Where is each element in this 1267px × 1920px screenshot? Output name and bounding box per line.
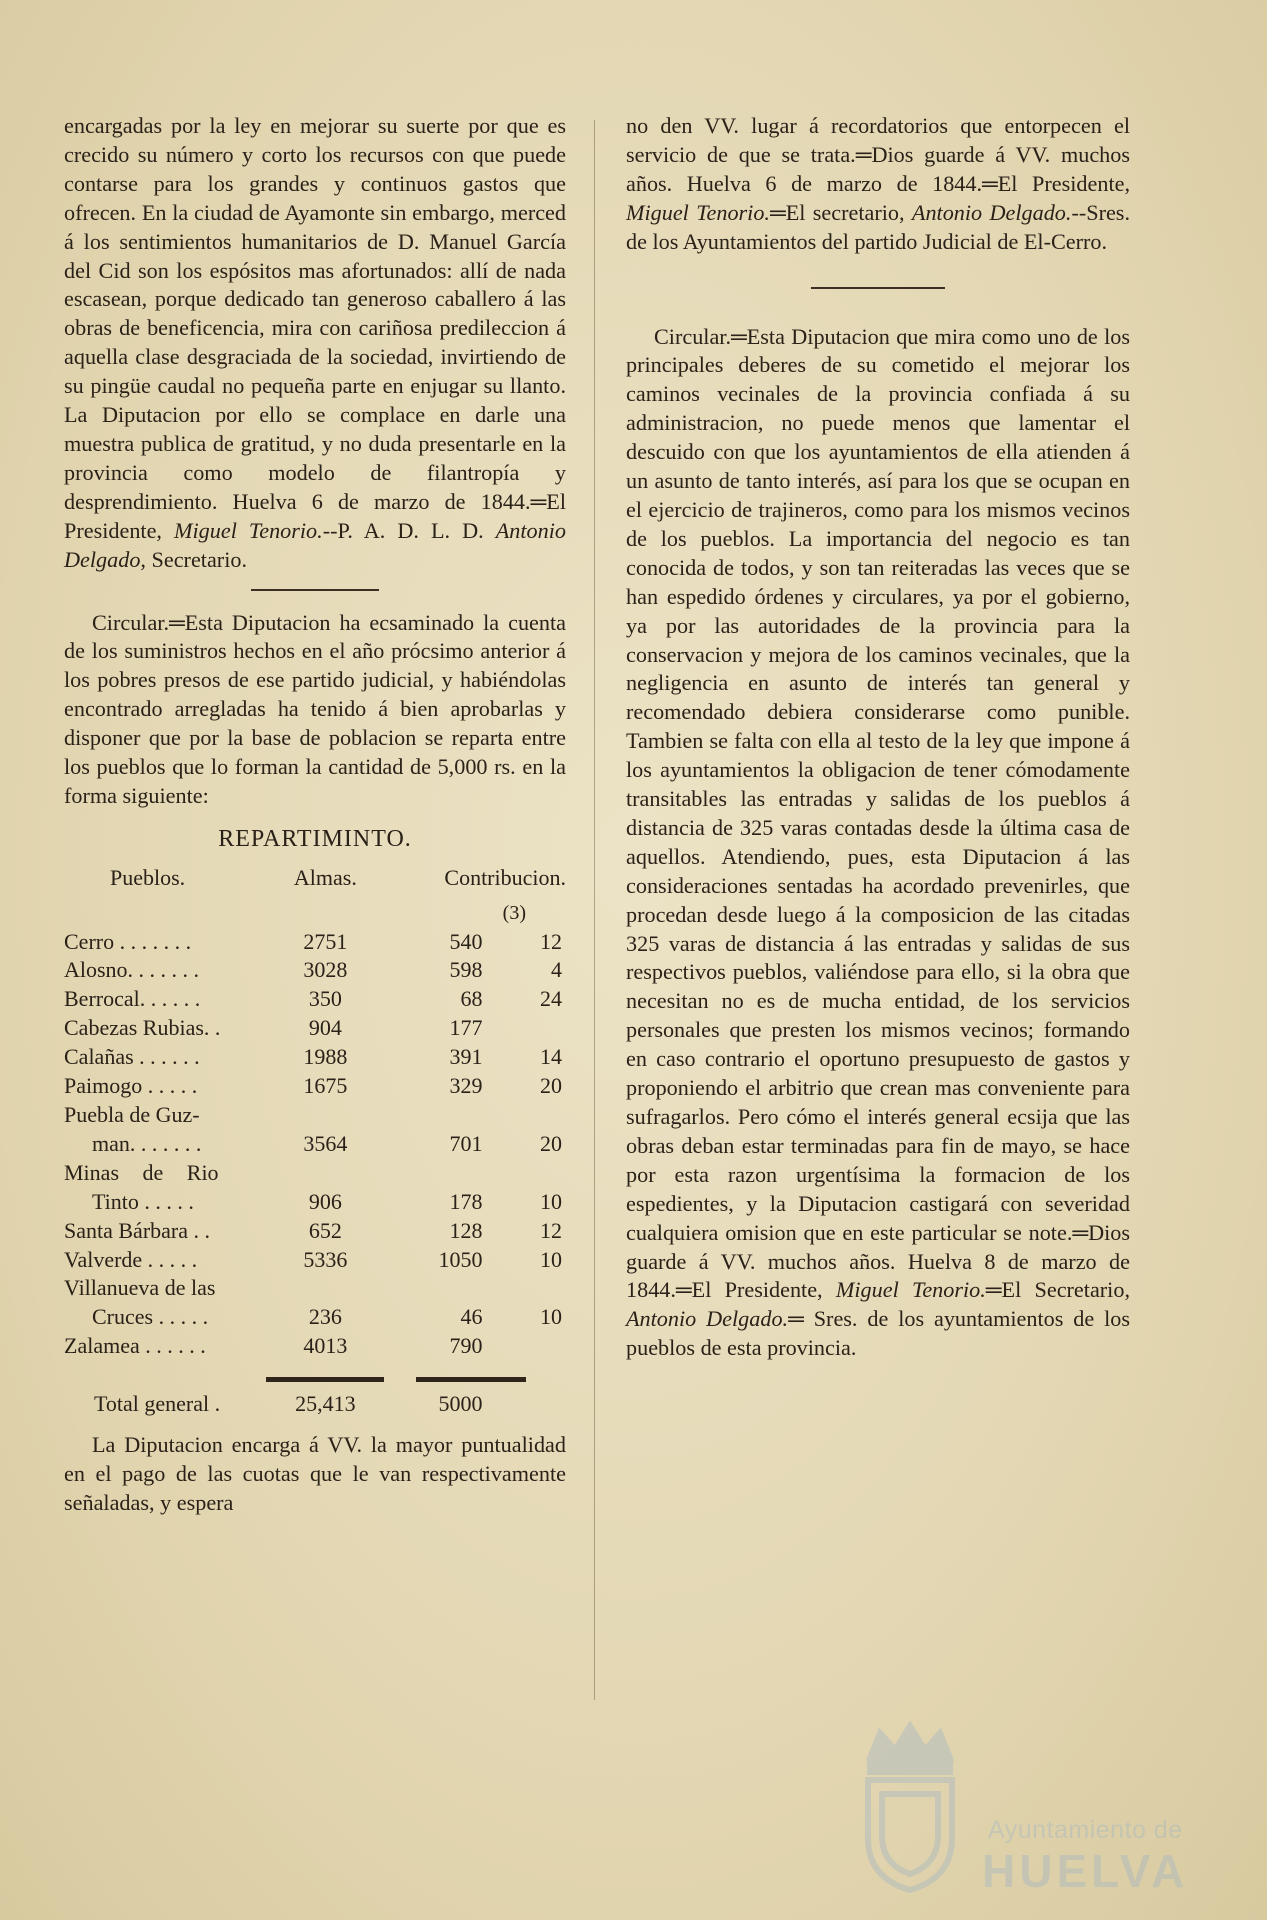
right-paragraph-2: Circular.═Esta Diputacion que mira como uno de los principales deberes de su cometido el mejorar los caminos vecinales de la provincia confiada á su administracion, no puede menos que lamentar el descuido con que los ayuntamientos de ella atienden á un asunto de tanto interés, así para los que se ocupan en el ejercicio de trajineros, como para los mismos vecinos de los pueblos. La importancia del negocio es tan conocida de todos, y son tan reiteradas las veces que se han espedido órdenes y circulares, ya por el gobierno, ya por las autoridades de la provincia para la conservacion y mejora de los caminos vecinales, que la negligencia en asunto de interés tan general y recomendado debiera considerarse como punible. Tambien se falta con ella al testo de la ley que impone á los ayuntamientos la obligacion de tener cómodamente transitables las entradas y salidas de los pueblos á distancia de 325 varas contadas desde la última casa de aquellos. Atendiendo, pues, esta Diputacion á las consideraciones sentadas ha acordado prevenirles, que procedan desde luego á la composicion de las citadas 325 varas de distancia á las entradas y salidas de sus respectivos pueblos, valiéndose para ello, si la obra que necesitan no es de mucha entidad, de los servicios personales que presten los mismos vecinos; formando en caso contrario el oportuno presupuesto de gastos y proponiendo el arbitrio que crean mas conveniente para sufragarlos. Pero cómo el interés general ecsija que las obras deban estar terminadas para fin de mayo, se hace por esta razon urgentísima la formacion de los espedientes, y la Diputacion castigará con severidad cualquiera omision que en este particular se note.═Dios guarde á VV. muchos años. Huelva 8 de marzo de 1844.═El Presidente, Miguel Tenorio.═El Secretario, Antonio Delgado.═ Sres. de los ayuntamientos de los pueblos de esta provincia.	[626, 323, 1130, 1361]
column-separator	[594, 120, 595, 1700]
table-row: Santa Bárbara . . 652 128 12	[64, 1217, 562, 1243]
left-column	[64, 112, 566, 1518]
total-row: Total general . 25,413 5000	[94, 1391, 483, 1417]
total-rule	[266, 1377, 384, 1382]
table-row: Tinto . . . . . 906 178 10	[92, 1188, 562, 1214]
table-row: Calañas . . . . . . 1988 391 14	[64, 1044, 562, 1070]
watermark-line-1: Ayuntamiento de	[988, 1816, 1183, 1844]
left-paragraph-2: Circular.═Esta Diputacion ha ecsaminado la cuenta de los suministros hechos en el año prócsimo anterior á los pobres presos de ese partido judicial, y habiéndolas encontrado arregladas ha tenido á bien aprobarlas y disponer que por la base de poblacion se reparta entre los pueblos que lo forman la cantidad de 5,000 rs. en la forma siguiente:	[64, 609, 566, 808]
left-paragraph-1: encargadas por la ley en mejorar su suerte por que es crecido su número y corto los recursos con que puede contarse para los grandes y continuos gastos que ofrecen. En la ciudad de Ayamonte sin embargo, merced á los sentimientos humanitarios de D. Manuel García del Cid son los espósitos mas afortunados: allí de nada escasean, porque dedicado tan generoso caballero á las obras de beneficencia, mira con cariñosa predileccion á aquella clase desgraciada de la sociedad, invirtiendo de su pingüe caudal no pequeña parte en enjugar su llanto. La Diputacion por ello se complace en darle una muestra publica de gratitud, y no duda presentarle en la provincia como modelo de filantropía y desprendimiento. Huelva 6 de marzo de 1844.═El Presidente, Miguel Tenorio.--P. A. D. L. D. Antonio Delgado, Secretario.	[64, 113, 566, 572]
huelva-watermark	[850, 1718, 1210, 1898]
section-divider	[811, 287, 945, 289]
repartimiento-table	[64, 864, 566, 1419]
header-contribucion: Contribucion.	[444, 864, 566, 890]
table-header-row	[64, 864, 566, 899]
watermark-line-2: HUELVA	[982, 1845, 1189, 1897]
table-row: Berrocal. . . . . . 350 68 24	[64, 986, 562, 1012]
left-paragraph-3: La Diputacion encarga á VV. la mayor puntualidad en el pago de las cuotas que le van respectivamente señaladas, y espera	[64, 1431, 566, 1515]
header-almas: Almas.	[293, 864, 357, 890]
total-rule-row	[64, 1361, 566, 1390]
crown-shield-icon	[850, 1718, 970, 1896]
table-subheader-row	[64, 899, 566, 928]
table-row: Cerro . . . . . . . 2751 540 12	[64, 928, 562, 954]
table-row: Cabezas Rubias. . 904 177	[64, 1015, 483, 1041]
table-row: man. . . . . . . 3564 701 20	[92, 1130, 562, 1156]
table-row: Minas de Rio	[64, 1159, 219, 1185]
table-row: Valverde . . . . . 5336 1050 10	[64, 1246, 562, 1272]
table-row: Cruces . . . . . 236 46 10	[92, 1304, 562, 1330]
table-row: Alosno. . . . . . . 3028 598 4	[64, 957, 562, 983]
right-column	[626, 112, 1130, 1363]
right-paragraph-1: no den VV. lugar á recordatorios que entorpecen el servicio de que se trata.═Dios guarde á VV. muchos años. Huelva 6 de marzo de 1844.═El Presidente, Miguel Tenorio.═El secretario, Antonio Delgado.--Sres. de los Ayuntamientos del partido Judicial de El-Cerro.	[626, 113, 1130, 254]
total-rule	[416, 1377, 526, 1382]
section-divider	[251, 589, 379, 591]
subheader-note: (3)	[502, 901, 526, 924]
header-pueblos: Pueblos.	[110, 864, 186, 890]
table-row: Puebla de Guz-	[64, 1102, 200, 1127]
table-title: REPARTIMINTO.	[218, 825, 412, 852]
table-row: Zalamea . . . . . . 4013 790	[64, 1333, 483, 1359]
table-row: Villanueva de las	[64, 1275, 216, 1301]
table-row: Paimogo . . . . . 1675 329 20	[64, 1073, 562, 1099]
